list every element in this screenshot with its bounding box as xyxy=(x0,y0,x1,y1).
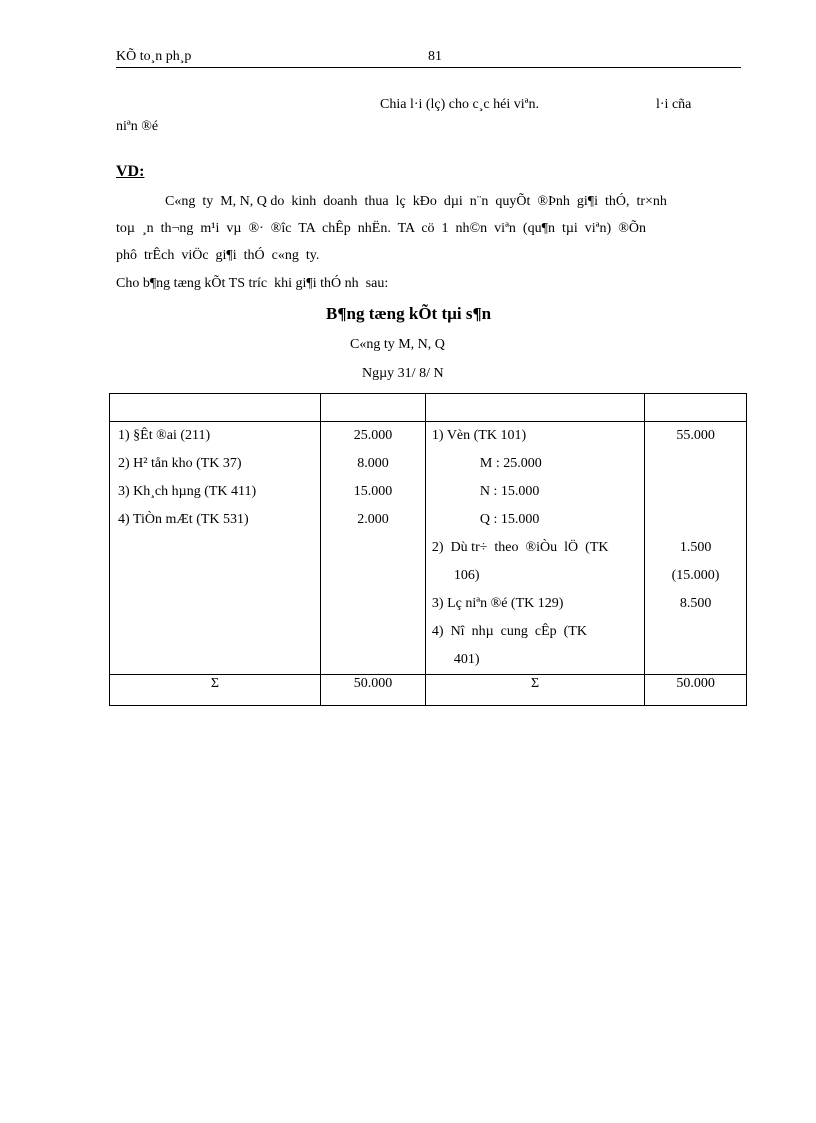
table-header-row xyxy=(110,394,747,422)
liability-values-column xyxy=(645,422,747,675)
liability-item: M : 25.000 xyxy=(479,456,542,471)
liability-item: 401) xyxy=(453,652,480,667)
asset-item: 2) H² tån kho (TK 37) xyxy=(118,456,242,471)
total-symbol-liabilities: Σ xyxy=(425,675,644,706)
header-cell-liabilities xyxy=(425,394,644,422)
example-label: VD: xyxy=(116,163,145,180)
asset-item: 1) §Êt ®ai (211) xyxy=(118,428,211,443)
table-body-row xyxy=(110,422,747,675)
liability-item: 2) Dù tr÷ theo ®iÒu lÖ (TK xyxy=(431,540,609,555)
liability-value xyxy=(645,646,746,674)
total-assets-value: 50.000 xyxy=(321,675,426,706)
asset-value: 25.000 xyxy=(353,428,393,443)
liability-value xyxy=(645,450,746,478)
table-date: Ngµy 31/ 8/ N xyxy=(362,366,444,381)
page-number: 81 xyxy=(428,49,442,64)
intro-line-2: niªn ®é xyxy=(116,119,159,134)
liabilities-column xyxy=(425,422,644,675)
asset-item: 3) Kh¸ch hµng (TK 411) xyxy=(118,484,257,499)
liability-item: 4) Nî nhµ cung cÊp (TK xyxy=(431,624,587,639)
balance-sheet-table xyxy=(109,393,747,706)
asset-value: 8.000 xyxy=(357,456,389,471)
liability-item: 3) Lç niªn ®é (TK 129) xyxy=(431,596,564,611)
table-title: B¶ng tæng kÕt tµi s¶n xyxy=(326,304,492,323)
asset-value: 2.000 xyxy=(357,512,389,527)
liability-value: 1.500 xyxy=(679,540,712,555)
running-header-title: KÕ to¸n ph¸p xyxy=(116,49,192,64)
assets-column xyxy=(110,422,321,675)
example-paragraph-line-3: phô trÊch viÖc gi¶i thÓ c«ng ty. xyxy=(116,248,320,263)
header-cell-assets xyxy=(110,394,321,422)
liability-item: N : 15.000 xyxy=(479,484,540,499)
liability-value xyxy=(645,618,746,646)
asset-values-column xyxy=(321,422,426,675)
liability-value: (15.000) xyxy=(671,568,720,583)
example-paragraph-line-4: Cho b¶ng tæng kÕt TS tríc khi gi¶i thÓ nh sau: xyxy=(116,276,389,291)
table-total-row xyxy=(110,675,747,706)
header-rule xyxy=(116,67,741,68)
asset-value: 15.000 xyxy=(353,484,393,499)
liability-value: 55.000 xyxy=(676,428,715,443)
intro-line-1-right: l·i cña xyxy=(656,97,692,112)
liability-item: 106) xyxy=(453,568,480,583)
liability-value: 8.500 xyxy=(679,596,712,611)
total-liabilities-value: 50.000 xyxy=(645,675,747,706)
liability-item: 1) Vèn (TK 101) xyxy=(431,428,527,443)
liability-value xyxy=(645,506,746,534)
total-symbol-assets: Σ xyxy=(110,675,321,706)
intro-line-1: Chia l·i (lç) cho c¸c héi viªn. xyxy=(380,97,539,112)
header-cell-liability-values xyxy=(645,394,747,422)
asset-item: 4) TiÒn mÆt (TK 531) xyxy=(118,512,249,527)
example-paragraph-line-1: C«ng ty M, N, Q do kinh doanh thua lç kÐo dµi n¨n quyÕt ®Þnh gi¶i thÓ, tr×nh xyxy=(165,194,667,209)
header-cell-asset-values xyxy=(321,394,426,422)
liability-item: Q : 15.000 xyxy=(479,512,540,527)
liability-value xyxy=(645,478,746,506)
example-paragraph-line-2: toµ ¸n th¬ng m¹i vµ ®· ®îc TA chÊp nhËn. TA cö 1 nh©n viªn (qu¶n tµi viªn) ®Õn xyxy=(116,221,646,236)
table-company: C«ng ty M, N, Q xyxy=(350,337,445,352)
